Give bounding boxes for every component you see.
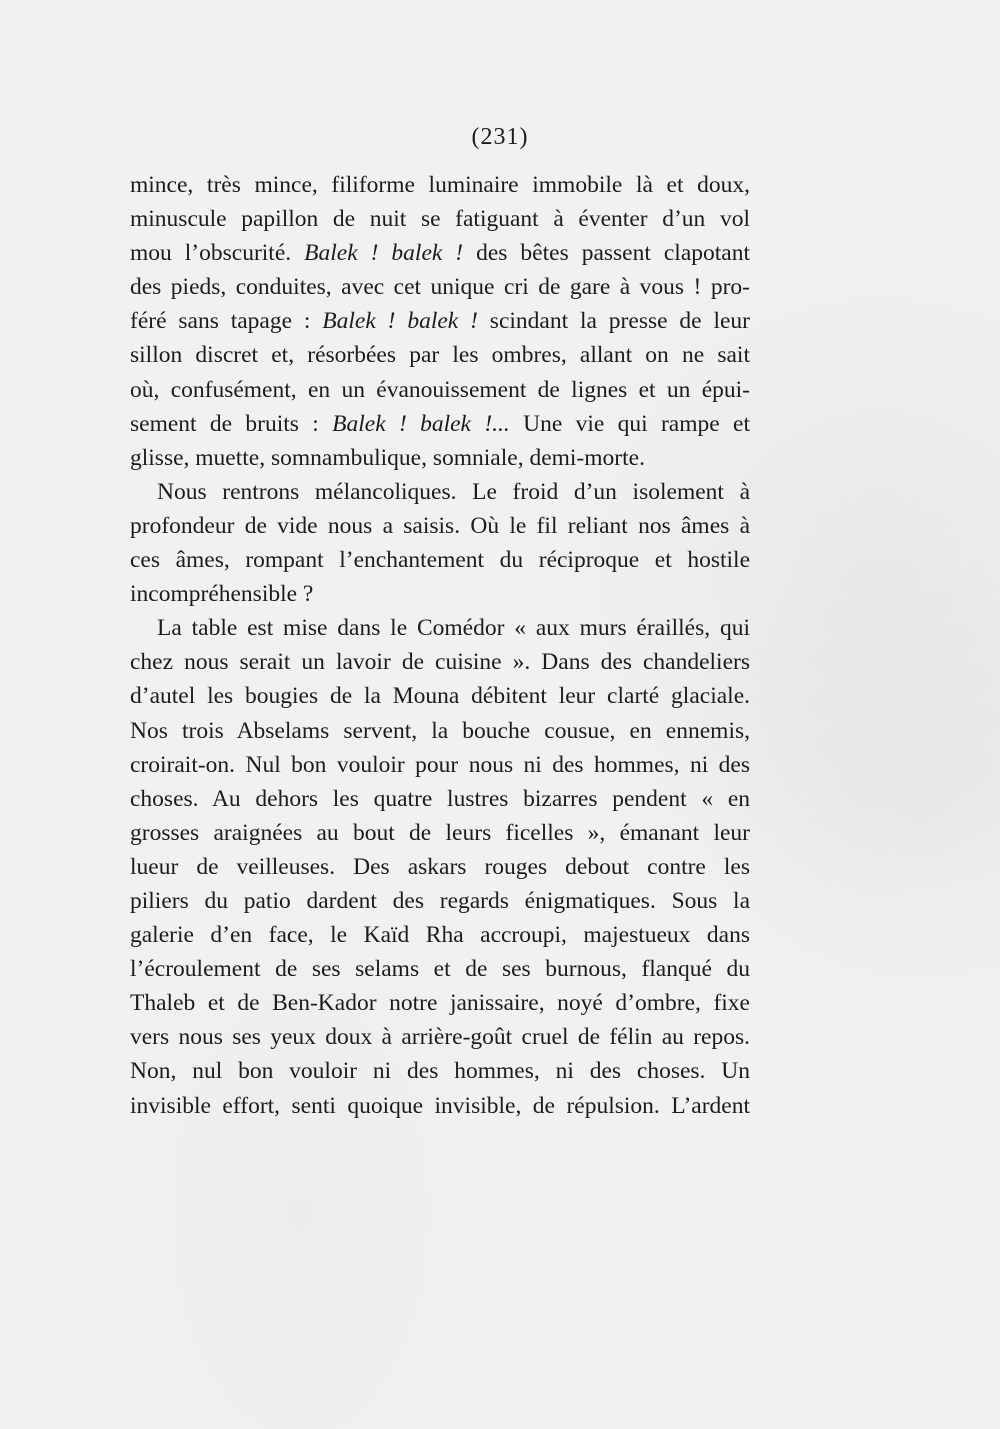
text-line bbox=[130, 816, 750, 850]
page-number: (231) bbox=[471, 124, 529, 150]
text-segment: lueur de veilleuses. Des askars rouges debout contre les bbox=[130, 853, 750, 880]
italic-text: Balek ! balek ! bbox=[322, 308, 478, 335]
text-line bbox=[130, 679, 750, 713]
text-segment: La table est mise dans le Comédor « aux murs éraillés, qui bbox=[157, 615, 750, 642]
text-segment: grosses araignées au bout de leurs ficelles », émanant leur bbox=[130, 819, 750, 846]
text-line bbox=[130, 270, 750, 304]
text-line bbox=[130, 884, 750, 918]
text-line bbox=[130, 202, 750, 236]
text-line bbox=[130, 304, 750, 338]
text-line bbox=[130, 850, 750, 884]
text-line bbox=[130, 509, 750, 543]
text-segment: féré sans tapage : bbox=[130, 308, 323, 335]
text-line bbox=[130, 611, 750, 645]
text-segment: glisse, muette, somnambulique, somniale, demi-morte. bbox=[130, 444, 645, 471]
italic-text: Balek ! balek ! bbox=[304, 240, 464, 267]
text-line bbox=[130, 918, 750, 952]
text-line bbox=[130, 338, 750, 372]
text-line bbox=[130, 441, 750, 475]
text-line bbox=[130, 475, 750, 509]
text-segment: mou l’obscurité. bbox=[130, 240, 305, 267]
text-line bbox=[130, 407, 750, 441]
text-segment: Une vie qui rampe et bbox=[509, 410, 750, 437]
text-segment: vers nous ses yeux doux à arrière-goût cruel de félin au repos. bbox=[130, 1024, 750, 1051]
text-segment: Nous rentrons mélancoliques. Le froid d’un isolement à bbox=[157, 478, 750, 505]
text-line bbox=[130, 1020, 750, 1054]
text-line bbox=[130, 782, 750, 816]
text-segment: l’écroulement de ses selams et de ses burnous, flanqué du bbox=[130, 956, 750, 983]
text-segment: des pieds, conduites, avec cet unique cri de gare à vous ! pro- bbox=[130, 274, 750, 301]
text-segment: choses. Au dehors les quatre lustres bizarres pendent « en bbox=[130, 785, 750, 812]
text-segment: galerie d’en face, le Kaïd Rha accroupi, majestueux dans bbox=[130, 922, 750, 949]
text-segment: croirait-on. Nul bon vouloir pour nous ni des hommes, ni des bbox=[130, 751, 750, 778]
italic-text: Balek ! balek !... bbox=[332, 410, 510, 437]
text-line bbox=[130, 748, 750, 782]
text-segment: sement de bruits : bbox=[130, 410, 333, 437]
text-segment: scindant la presse de leur bbox=[477, 308, 750, 335]
text-line bbox=[130, 645, 750, 679]
text-line bbox=[130, 543, 750, 577]
text-line bbox=[130, 577, 750, 611]
text-line bbox=[130, 952, 750, 986]
text-segment: invisible effort, senti quoique invisible, de répulsion. L’ardent bbox=[130, 1092, 750, 1119]
text-segment: minuscule papillon de nuit se fatiguant à éventer d’un vol bbox=[130, 206, 750, 233]
text-segment: Thaleb et de Ben-Kador notre janissaire, noyé d’ombre, fixe bbox=[130, 990, 750, 1017]
text-segment: incompréhensible ? bbox=[130, 581, 314, 608]
text-line bbox=[130, 1089, 750, 1123]
text-segment: mince, très mince, filiforme luminaire immobile là et doux, bbox=[130, 172, 750, 198]
text-line bbox=[130, 986, 750, 1020]
text-line bbox=[130, 714, 750, 748]
text-segment: Nos trois Abselams servent, la bouche cousue, en ennemis, bbox=[130, 717, 750, 744]
text-line bbox=[130, 236, 750, 270]
text-segment: piliers du patio dardent des regards énigmatiques. Sous la bbox=[130, 887, 750, 914]
text-segment: où, confusément, en un évanouissement de lignes et un épui- bbox=[130, 376, 750, 403]
text-segment: sillon discret et, résorbées par les ombres, allant on ne sait bbox=[130, 342, 750, 369]
text-line bbox=[130, 1054, 750, 1088]
text-segment: ces âmes, rompant l’enchantement du réciproque et hostile bbox=[130, 547, 750, 574]
text-segment: des bêtes passent clapotant bbox=[463, 240, 750, 267]
text-segment: Non, nul bon vouloir ni des hommes, ni des choses. Un bbox=[130, 1058, 750, 1085]
text-segment: chez nous serait un lavoir de cuisine ». Dans des chandeliers bbox=[130, 649, 750, 676]
text-segment: d’autel les bougies de la Mouna débitent leur clarté glaciale. bbox=[130, 683, 750, 710]
text-segment: profondeur de vide nous a saisis. Où le fil reliant nos âmes à bbox=[130, 512, 750, 539]
text-line bbox=[130, 373, 750, 407]
text-line bbox=[130, 168, 750, 202]
body-text bbox=[130, 168, 750, 1123]
